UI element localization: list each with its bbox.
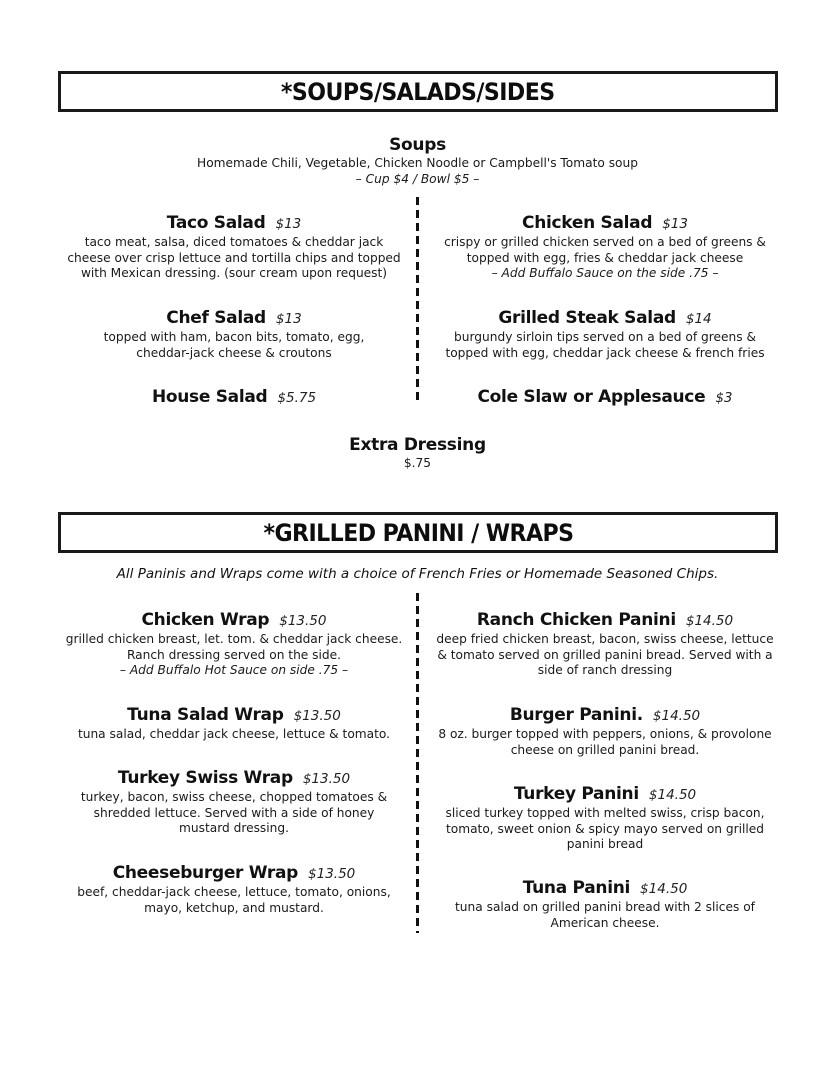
item-description-line: topped with egg, cheddar jack cheese & french fries — [445, 345, 765, 360]
item-description-line: cheese on grilled panini bread. — [510, 742, 700, 757]
item-description-line: sliced turkey topped with melted swiss, crisp bacon, — [445, 806, 765, 820]
section-title: *SOUPS/SALADS/SIDES — [281, 77, 555, 106]
item-description-line: panini bread — [566, 837, 644, 851]
item-description-line: & tomato served on grilled panini bread. Served with a — [437, 647, 773, 662]
item-price: $3 — [715, 390, 733, 406]
menu-item — [430, 386, 780, 409]
item-description: Homemade Chili, Vegetable, Chicken Noodle or Campbell's Tomato soup — [197, 156, 638, 170]
item-price: $14.50 — [652, 708, 701, 724]
item-description-line: topped with egg, fries & cheddar jack cheese — [466, 250, 744, 265]
item-name: Burger Panini. — [509, 705, 643, 725]
left-column — [60, 212, 408, 412]
intro-text: All Paninis and Wraps come with a choice of French Fries or Homemade Seasoned Chips. — [116, 566, 719, 582]
item-name: Chef Salad — [166, 308, 266, 328]
item-name: Chicken Salad — [522, 213, 653, 233]
item-name: Turkey Swiss Wrap — [117, 768, 293, 788]
column-divider — [416, 593, 419, 933]
menu-item — [60, 767, 408, 837]
left-column — [60, 609, 408, 929]
item-description-line: crispy or grilled chicken served on a bed of greens & — [444, 235, 766, 249]
item-price: $5.75 — [277, 390, 317, 406]
item-price: $14 — [685, 311, 712, 327]
item-name: Grilled Steak Salad — [498, 308, 676, 328]
item-description-line: taco meat, salsa, diced tomatoes & cheddar jack — [84, 235, 384, 249]
item-price: $13 — [662, 216, 688, 232]
menu-item — [430, 609, 780, 679]
item-description-line: side of ranch dressing — [537, 663, 673, 677]
item-description-line: burgundy sirloin tips served on a bed of greens & — [454, 330, 756, 344]
menu-item — [60, 704, 408, 743]
item-price: $13.50 — [293, 708, 341, 724]
item-name: Taco Salad — [166, 213, 266, 233]
item-name: Ranch Chicken Panini — [476, 610, 676, 630]
section-intro — [0, 566, 835, 582]
item-price: $13.50 — [308, 866, 356, 882]
item-price: $13.50 — [279, 613, 327, 629]
item-description-line: cheddar-jack cheese & croutons — [136, 345, 332, 360]
item-price: $.75 — [403, 456, 432, 470]
menu-item — [430, 212, 780, 282]
item-name: Soups — [389, 135, 446, 155]
item-description-line: American cheese. — [550, 915, 660, 930]
item-name: Tuna Panini — [522, 878, 631, 898]
item-price-note: – Cup $4 / Bowl $5 – — [355, 171, 480, 186]
item-description-line: tuna salad, cheddar jack cheese, lettuce & tomato. — [77, 727, 391, 741]
menu-item — [60, 307, 408, 361]
item-description-line: tomato, sweet onion & spicy mayo served on grilled — [445, 821, 765, 836]
item-addon-note: – Add Buffalo Sauce on the side .75 – — [491, 266, 719, 280]
item-name: Cole Slaw or Applesauce — [477, 387, 706, 407]
right-column — [430, 212, 780, 412]
section-header-soups-salads-sides — [58, 71, 778, 112]
item-description-line: tuna salad on grilled panini bread with 2 slices of — [455, 900, 755, 914]
item-name: Chicken Wrap — [141, 610, 270, 630]
menu-item — [430, 704, 780, 758]
item-description-line: grilled chicken breast, let. tom. & cheddar jack cheese. — [65, 632, 403, 646]
right-column — [430, 609, 780, 939]
item-description-line: shredded lettuce. Served with a side of honey — [93, 805, 375, 820]
item-price: $13.50 — [302, 771, 351, 787]
item-description-line: deep fried chicken breast, bacon, swiss cheese, lettuce — [436, 632, 774, 646]
item-price: $14.50 — [640, 881, 688, 897]
item-description-line: mustard dressing. — [179, 821, 289, 835]
item-description-line: beef, cheddar-jack cheese, lettuce, tomato, onions, — [77, 885, 391, 899]
item-addon-note: – Add Buffalo Hot Sauce on side .75 – — [119, 663, 349, 677]
menu-item-extra-dressing — [0, 434, 835, 472]
item-description-line: 8 oz. burger topped with peppers, onions, & provolone — [438, 727, 772, 741]
menu-item-soups — [0, 134, 835, 187]
item-description-line: Ranch dressing served on the side. — [126, 647, 342, 662]
item-name: Tuna Salad Wrap — [127, 705, 284, 725]
menu-item — [430, 783, 780, 853]
column-divider — [416, 197, 419, 405]
item-description-line: with Mexican dressing. (sour cream upon request) — [80, 266, 388, 280]
item-price: $14.50 — [685, 613, 734, 629]
item-description-line: turkey, bacon, swiss cheese, chopped tomatoes & — [80, 790, 388, 804]
section-title: *GRILLED PANINI / WRAPS — [262, 518, 574, 547]
menu-item — [60, 212, 408, 282]
menu-item — [60, 862, 408, 916]
menu-item — [430, 307, 780, 361]
item-name: House Salad — [151, 387, 268, 407]
item-description-line: cheese over crisp lettuce and tortilla chips and topped — [67, 250, 401, 265]
menu-item — [60, 386, 408, 409]
menu-item — [430, 877, 780, 931]
item-name: Extra Dressing — [349, 435, 486, 455]
item-price: $13 — [275, 311, 302, 327]
item-description-line: topped with ham, bacon bits, tomato, egg, — [103, 330, 365, 344]
item-name: Turkey Panini — [513, 784, 639, 804]
section-header-grilled-panini-wraps — [58, 512, 778, 553]
item-price: $13 — [275, 216, 302, 232]
item-price: $14.50 — [648, 787, 697, 803]
item-name: Cheeseburger Wrap — [112, 863, 299, 883]
menu-item — [60, 609, 408, 679]
item-description-line: mayo, ketchup, and mustard. — [144, 900, 324, 915]
